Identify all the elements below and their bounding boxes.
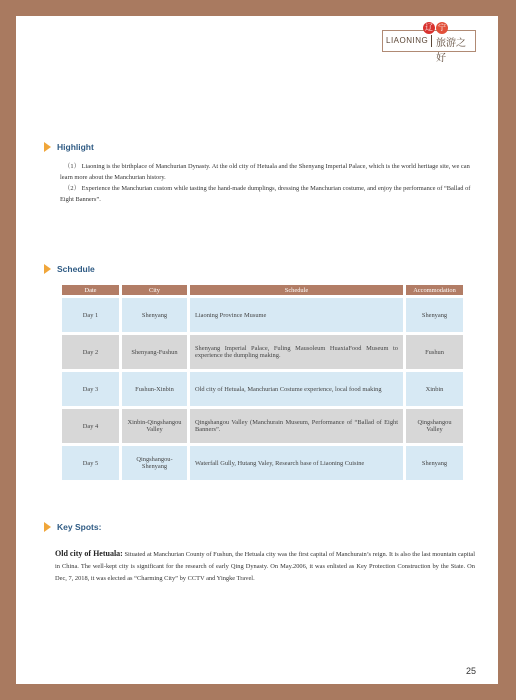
spot-description: Situated at Manchurian County of Fushun, the Hetuala city was the first capital of Manchurain’s reign. It is also the last mountain capital in China. The well-kept city is significant for the research of early Qing Dynasty. On May.2006, it was enlisted as Key Protection Construction by the State. On Dec, 7, 2018, it was elected as “Charming City” by CCTV and Yingke Travel. bbox=[55, 551, 475, 582]
cell-date: Day 5 bbox=[62, 446, 119, 480]
key-spots-heading bbox=[44, 522, 101, 532]
bullet-triangle-icon bbox=[44, 142, 51, 152]
schedule-heading bbox=[44, 264, 95, 274]
table-row bbox=[62, 335, 463, 369]
schedule-table bbox=[59, 282, 466, 483]
cell-city: Xinbin-Qingshangou Valley bbox=[122, 409, 187, 443]
cell-date: Day 1 bbox=[62, 298, 119, 332]
cell-city: Fushun-Xinbin bbox=[122, 372, 187, 406]
bullet-triangle-icon bbox=[44, 522, 51, 532]
cell-schedule: Old city of Hetuala, Manchurian Costume experience, local food making bbox=[190, 372, 403, 406]
cell-schedule: Qingshangou Valley (Manchurain Museum, Performance of “Ballad of Eight Banners”. bbox=[190, 409, 403, 443]
highlight-body bbox=[60, 161, 474, 205]
key-spots-body bbox=[55, 548, 475, 585]
document-page bbox=[16, 16, 498, 684]
logo-mark-icon: 宁 bbox=[438, 23, 446, 32]
logo-mark-icon: 辽 bbox=[425, 23, 433, 32]
cell-accommodation: Fushun bbox=[406, 335, 463, 369]
logo-divider bbox=[431, 35, 432, 47]
cell-city: Shenyang-Fushun bbox=[122, 335, 187, 369]
table-row bbox=[62, 372, 463, 406]
key-spots-title: Key Spots: bbox=[57, 522, 102, 532]
highlight-title: Highlight bbox=[57, 142, 94, 152]
highlight-heading bbox=[44, 142, 94, 152]
table-row bbox=[62, 298, 463, 332]
table-row bbox=[62, 409, 463, 443]
cell-accommodation: Qingshangou Valley bbox=[406, 409, 463, 443]
schedule-title: Schedule bbox=[57, 264, 95, 274]
cell-date: Day 3 bbox=[62, 372, 119, 406]
cell-date: Day 4 bbox=[62, 409, 119, 443]
cell-schedule: Waterfall Gully, Hutang Valey, Research base of Liaoning Cuisine bbox=[190, 446, 403, 480]
col-header-city: City bbox=[122, 285, 187, 295]
cell-date: Day 2 bbox=[62, 335, 119, 369]
table-row bbox=[62, 446, 463, 480]
cell-accommodation: Shenyang bbox=[406, 446, 463, 480]
schedule-header-row bbox=[62, 285, 463, 295]
col-header-schedule: Schedule bbox=[190, 285, 403, 295]
spot-name: Old city of Hetuala: bbox=[55, 549, 123, 558]
col-header-date: Date bbox=[62, 285, 119, 295]
cell-schedule: Liaoning Province Musume bbox=[190, 298, 403, 332]
page-number: 25 bbox=[465, 666, 476, 676]
logo-text-cn: 旅游之好 bbox=[436, 38, 466, 64]
col-header-accommodation: Accommodation bbox=[406, 285, 463, 295]
highlight-paragraph: （1） Liaoning is the birthplace of Manchurian Dynasty. At the old city of Hetuala and the Shenyang Imperial Palace, which is the world heritage site, we can learn more about the Manchurian history. bbox=[60, 163, 470, 181]
cell-accommodation: Shenyang bbox=[406, 298, 463, 332]
cell-city: Shenyang bbox=[122, 298, 187, 332]
cell-schedule: Shenyang Imperial Palace, Fuling Mausoleum HuaxiaFood Museum to experience the dumpling making. bbox=[190, 335, 403, 369]
highlight-paragraph: （2） Experience the Manchurian custom while tasting the hand-made dumplings, dressing the Manchurian costume, and enjoy the performance of “Ballad of Eight Banners”. bbox=[60, 185, 471, 203]
cell-accommodation: Xinbin bbox=[406, 372, 463, 406]
cell-city: Qingshangou-Shenyang bbox=[122, 446, 187, 480]
liaoning-logo bbox=[382, 23, 476, 64]
logo-text-en: LIAONING bbox=[386, 36, 429, 45]
bullet-triangle-icon bbox=[44, 264, 51, 274]
